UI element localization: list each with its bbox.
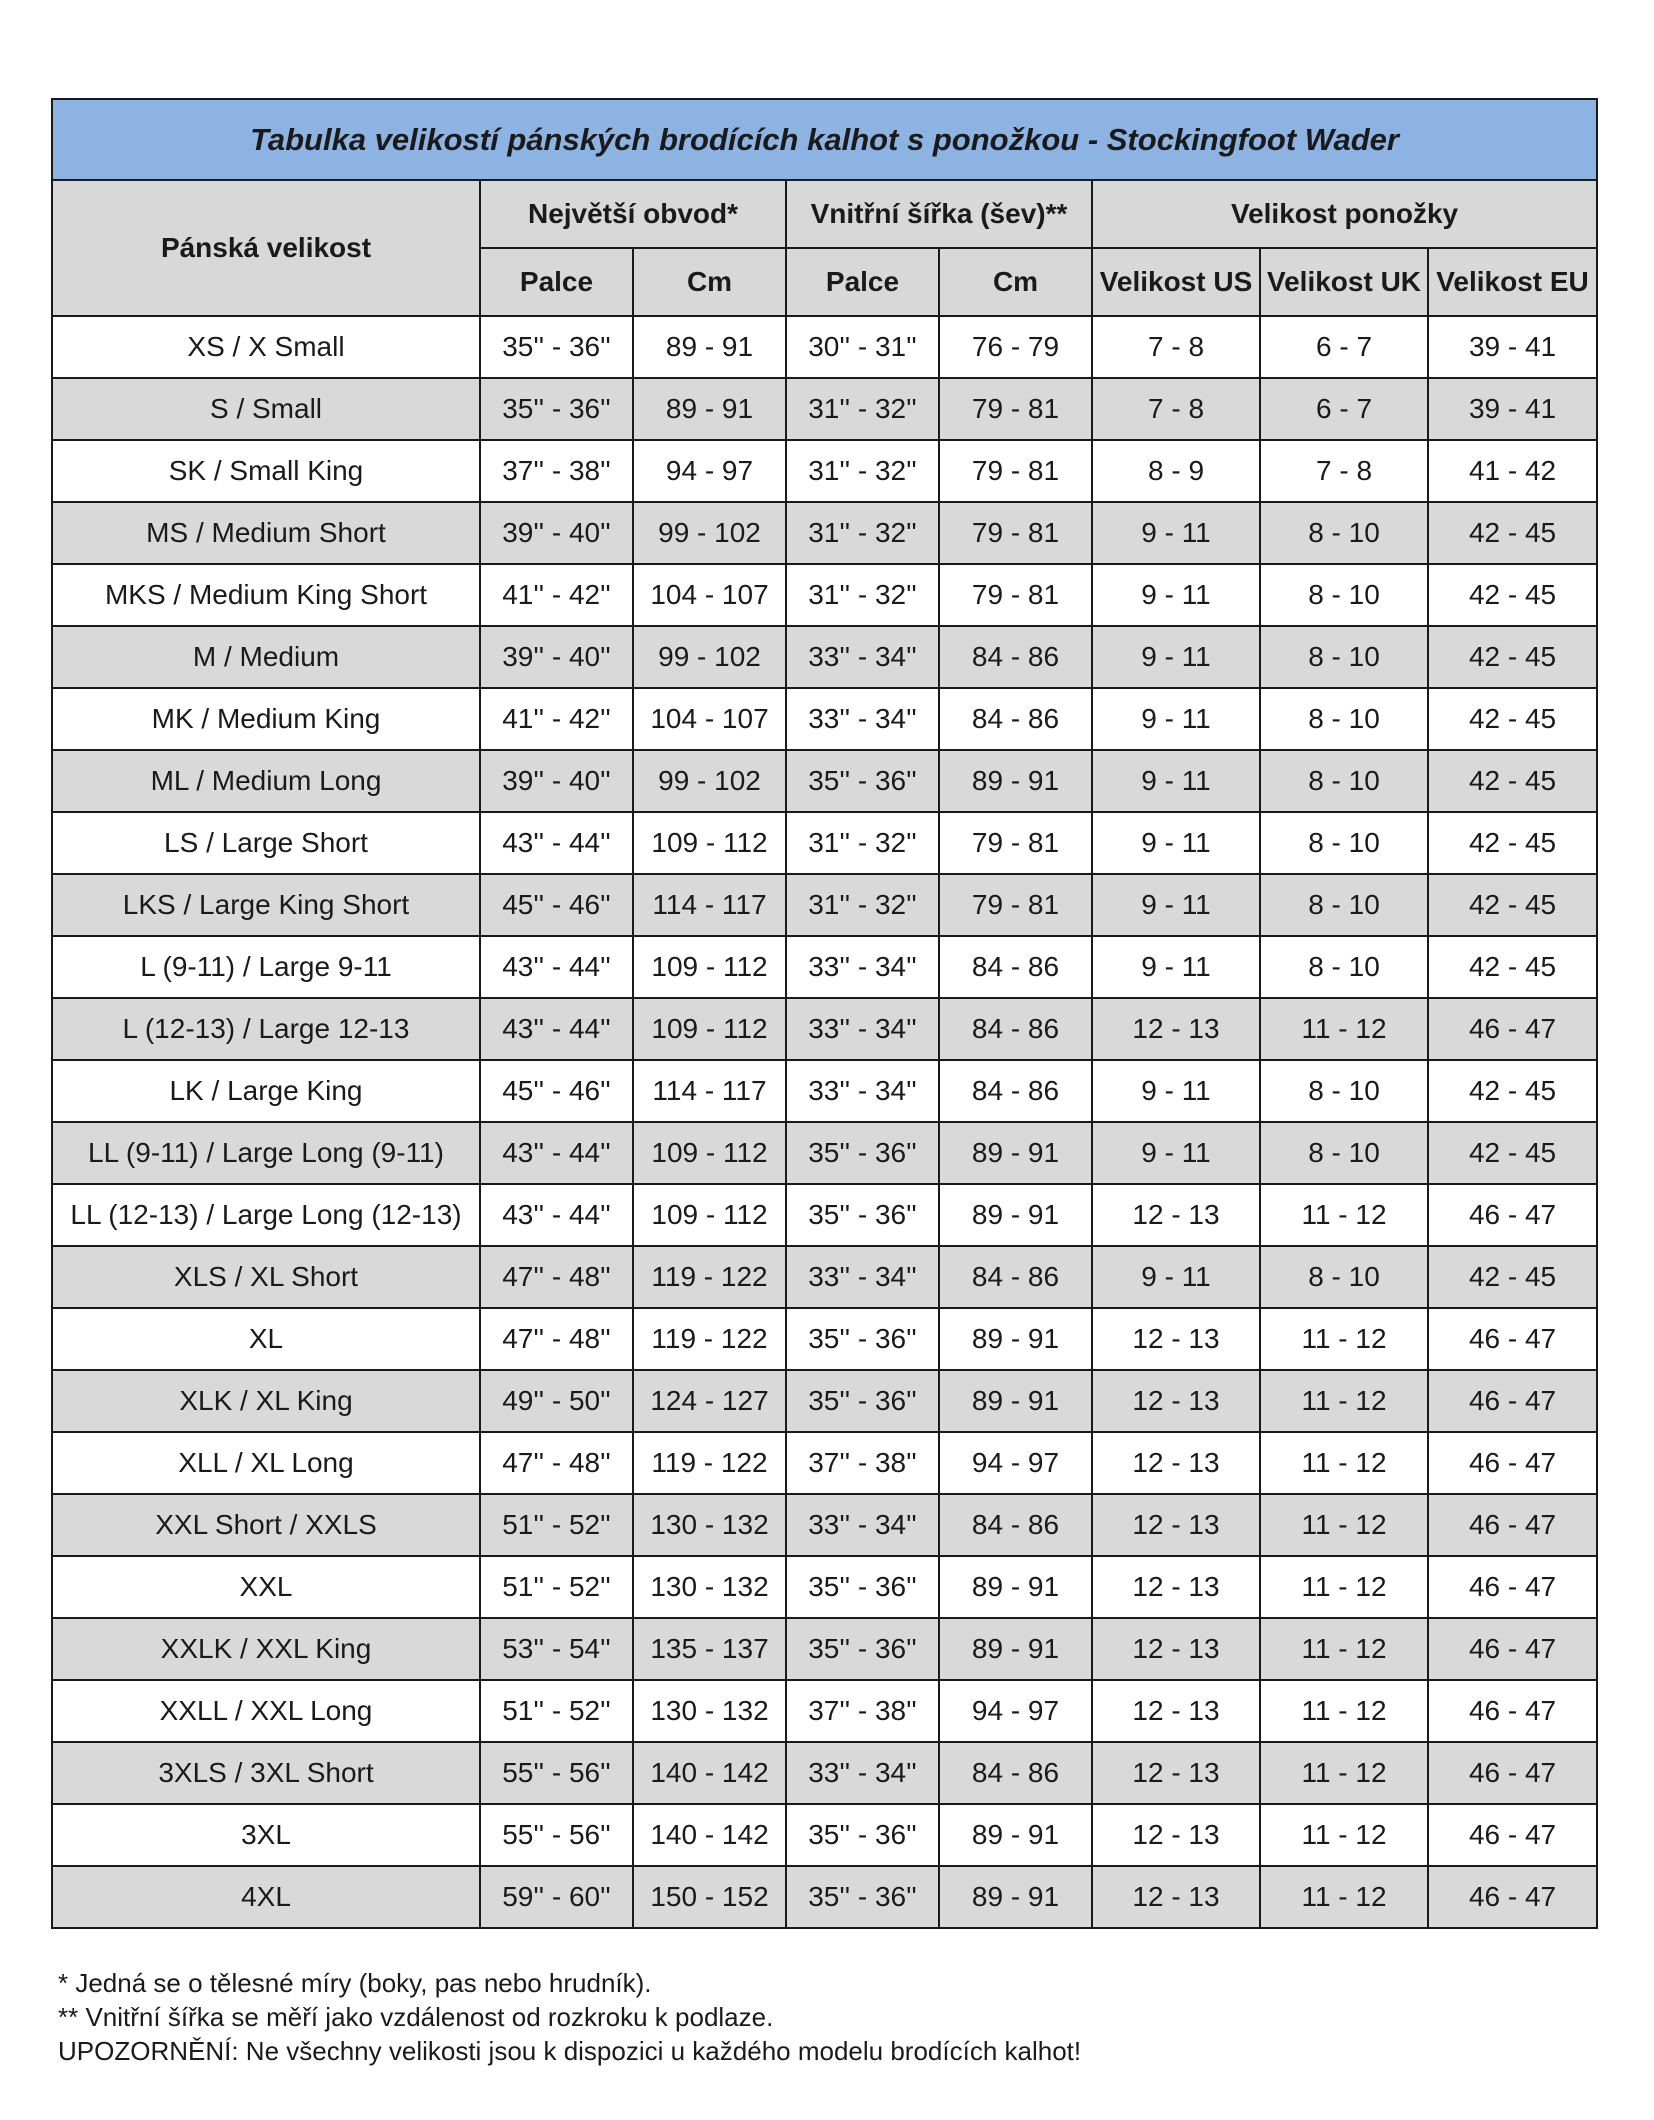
cell-sock-eu: 42 - 45 <box>1428 1246 1597 1308</box>
table-row <box>52 688 1597 750</box>
cell-inseam-inch: 31'' - 32'' <box>786 564 939 626</box>
cell-sock-uk: 11 - 12 <box>1260 1494 1428 1556</box>
cell-sock-uk: 6 - 7 <box>1260 316 1428 378</box>
cell-size: XXLK / XXL King <box>52 1618 480 1680</box>
cell-girth-inch: 45'' - 46'' <box>480 874 633 936</box>
cell-sock-eu: 46 - 47 <box>1428 1308 1597 1370</box>
cell-girth-cm: 109 - 112 <box>633 936 786 998</box>
cell-sock-eu: 42 - 45 <box>1428 1060 1597 1122</box>
cell-girth-cm: 104 - 107 <box>633 564 786 626</box>
cell-girth-inch: 35'' - 36'' <box>480 316 633 378</box>
cell-sock-us: 12 - 13 <box>1092 1866 1260 1928</box>
cell-inseam-cm: 89 - 91 <box>939 1184 1092 1246</box>
cell-sock-us: 9 - 11 <box>1092 812 1260 874</box>
cell-inseam-cm: 79 - 81 <box>939 564 1092 626</box>
cell-sock-us: 12 - 13 <box>1092 1184 1260 1246</box>
cell-sock-uk: 8 - 10 <box>1260 812 1428 874</box>
cell-inseam-inch: 35'' - 36'' <box>786 1556 939 1618</box>
header-sock-eu: Velikost EU <box>1428 248 1597 316</box>
cell-inseam-cm: 84 - 86 <box>939 1742 1092 1804</box>
cell-inseam-cm: 79 - 81 <box>939 812 1092 874</box>
cell-inseam-inch: 33'' - 34'' <box>786 998 939 1060</box>
cell-sock-us: 12 - 13 <box>1092 1618 1260 1680</box>
header-sock-group: Velikost ponožky <box>1092 180 1597 248</box>
cell-size: XLK / XL King <box>52 1370 480 1432</box>
table-row <box>52 1370 1597 1432</box>
table-row <box>52 750 1597 812</box>
cell-inseam-inch: 37'' - 38'' <box>786 1680 939 1742</box>
cell-sock-eu: 46 - 47 <box>1428 998 1597 1060</box>
cell-sock-uk: 11 - 12 <box>1260 1804 1428 1866</box>
table-row <box>52 316 1597 378</box>
cell-girth-inch: 43'' - 44'' <box>480 1184 633 1246</box>
cell-girth-inch: 43'' - 44'' <box>480 936 633 998</box>
cell-girth-inch: 53'' - 54'' <box>480 1618 633 1680</box>
cell-sock-eu: 42 - 45 <box>1428 626 1597 688</box>
cell-girth-cm: 124 - 127 <box>633 1370 786 1432</box>
cell-sock-uk: 8 - 10 <box>1260 626 1428 688</box>
table-row <box>52 998 1597 1060</box>
cell-girth-inch: 41'' - 42'' <box>480 688 633 750</box>
cell-girth-cm: 89 - 91 <box>633 378 786 440</box>
cell-sock-uk: 8 - 10 <box>1260 688 1428 750</box>
cell-sock-eu: 46 - 47 <box>1428 1556 1597 1618</box>
cell-inseam-inch: 37'' - 38'' <box>786 1432 939 1494</box>
cell-girth-cm: 99 - 102 <box>633 626 786 688</box>
cell-sock-uk: 8 - 10 <box>1260 936 1428 998</box>
cell-girth-inch: 39'' - 40'' <box>480 626 633 688</box>
cell-inseam-cm: 94 - 97 <box>939 1432 1092 1494</box>
cell-inseam-cm: 84 - 86 <box>939 1246 1092 1308</box>
cell-size: XXL Short / XXLS <box>52 1494 480 1556</box>
cell-sock-eu: 42 - 45 <box>1428 688 1597 750</box>
cell-sock-eu: 46 - 47 <box>1428 1680 1597 1742</box>
size-chart-table <box>51 98 1598 1929</box>
cell-size: XS / X Small <box>52 316 480 378</box>
cell-girth-cm: 119 - 122 <box>633 1432 786 1494</box>
cell-sock-eu: 46 - 47 <box>1428 1494 1597 1556</box>
cell-girth-cm: 130 - 132 <box>633 1680 786 1742</box>
cell-sock-eu: 42 - 45 <box>1428 936 1597 998</box>
cell-inseam-inch: 35'' - 36'' <box>786 1122 939 1184</box>
cell-size: LK / Large King <box>52 1060 480 1122</box>
cell-girth-cm: 130 - 132 <box>633 1556 786 1618</box>
cell-girth-inch: 47'' - 48'' <box>480 1246 633 1308</box>
cell-sock-us: 9 - 11 <box>1092 1060 1260 1122</box>
cell-inseam-inch: 35'' - 36'' <box>786 1370 939 1432</box>
cell-girth-cm: 99 - 102 <box>633 502 786 564</box>
cell-inseam-cm: 84 - 86 <box>939 936 1092 998</box>
cell-inseam-inch: 33'' - 34'' <box>786 1060 939 1122</box>
table-title: Tabulka velikostí pánských brodících kalhot s ponožkou - Stockingfoot Wader <box>52 99 1597 180</box>
cell-girth-cm: 99 - 102 <box>633 750 786 812</box>
footnote-inseam: ** Vnitřní šířka se měří jako vzdálenost od rozkroku k podlaze. <box>58 2002 774 2032</box>
table-row <box>52 1618 1597 1680</box>
cell-sock-us: 12 - 13 <box>1092 1432 1260 1494</box>
cell-girth-inch: 37'' - 38'' <box>480 440 633 502</box>
cell-inseam-inch: 31'' - 32'' <box>786 812 939 874</box>
cell-inseam-cm: 89 - 91 <box>939 750 1092 812</box>
cell-sock-us: 9 - 11 <box>1092 502 1260 564</box>
cell-inseam-cm: 89 - 91 <box>939 1122 1092 1184</box>
cell-sock-eu: 46 - 47 <box>1428 1184 1597 1246</box>
cell-inseam-inch: 35'' - 36'' <box>786 1308 939 1370</box>
cell-size: XXLL / XXL Long <box>52 1680 480 1742</box>
cell-girth-cm: 109 - 112 <box>633 1122 786 1184</box>
cell-inseam-cm: 79 - 81 <box>939 874 1092 936</box>
table-row <box>52 1742 1597 1804</box>
cell-sock-uk: 8 - 10 <box>1260 874 1428 936</box>
cell-sock-eu: 42 - 45 <box>1428 564 1597 626</box>
footnotes <box>58 1966 1081 2068</box>
table-row <box>52 1184 1597 1246</box>
cell-sock-us: 9 - 11 <box>1092 874 1260 936</box>
footnote-warning: UPOZORNĚNÍ: Ne všechny velikosti jsou k dispozici u každého modelu brodících kalhot! <box>58 2036 1082 2066</box>
cell-sock-uk: 11 - 12 <box>1260 1742 1428 1804</box>
cell-sock-us: 12 - 13 <box>1092 1804 1260 1866</box>
cell-girth-inch: 51'' - 52'' <box>480 1556 633 1618</box>
cell-sock-us: 7 - 8 <box>1092 378 1260 440</box>
cell-inseam-inch: 31'' - 32'' <box>786 440 939 502</box>
cell-girth-inch: 49'' - 50'' <box>480 1370 633 1432</box>
cell-girth-inch: 59'' - 60'' <box>480 1866 633 1928</box>
cell-sock-eu: 46 - 47 <box>1428 1432 1597 1494</box>
cell-size: XLL / XL Long <box>52 1432 480 1494</box>
cell-size: LL (12-13) / Large Long (12-13) <box>52 1184 480 1246</box>
cell-girth-inch: 51'' - 52'' <box>480 1494 633 1556</box>
cell-size: XL <box>52 1308 480 1370</box>
header-girth-inch: Palce <box>480 248 633 316</box>
cell-inseam-inch: 31'' - 32'' <box>786 502 939 564</box>
cell-size: L (12-13) / Large 12-13 <box>52 998 480 1060</box>
cell-girth-cm: 150 - 152 <box>633 1866 786 1928</box>
cell-sock-uk: 11 - 12 <box>1260 1680 1428 1742</box>
table-row <box>52 502 1597 564</box>
cell-sock-uk: 11 - 12 <box>1260 1618 1428 1680</box>
cell-girth-inch: 47'' - 48'' <box>480 1432 633 1494</box>
cell-inseam-inch: 35'' - 36'' <box>786 1184 939 1246</box>
cell-girth-inch: 43'' - 44'' <box>480 812 633 874</box>
cell-sock-eu: 42 - 45 <box>1428 812 1597 874</box>
cell-inseam-cm: 84 - 86 <box>939 1060 1092 1122</box>
cell-sock-uk: 11 - 12 <box>1260 1556 1428 1618</box>
table-row <box>52 1060 1597 1122</box>
header-inseam-group: Vnitřní šířka (šev)** <box>786 180 1092 248</box>
cell-sock-us: 9 - 11 <box>1092 936 1260 998</box>
cell-sock-eu: 46 - 47 <box>1428 1370 1597 1432</box>
footnote-body-measure: * Jedná se o tělesné míry (boky, pas nebo hrudník). <box>58 1968 652 1998</box>
cell-sock-eu: 42 - 45 <box>1428 874 1597 936</box>
cell-sock-us: 9 - 11 <box>1092 564 1260 626</box>
table-body <box>52 316 1597 1928</box>
cell-sock-eu: 46 - 47 <box>1428 1742 1597 1804</box>
cell-size: S / Small <box>52 378 480 440</box>
header-sock-uk: Velikost UK <box>1260 248 1428 316</box>
table-row <box>52 1494 1597 1556</box>
cell-girth-cm: 140 - 142 <box>633 1804 786 1866</box>
cell-sock-us: 9 - 11 <box>1092 1122 1260 1184</box>
cell-inseam-cm: 89 - 91 <box>939 1866 1092 1928</box>
cell-inseam-inch: 33'' - 34'' <box>786 936 939 998</box>
cell-sock-us: 8 - 9 <box>1092 440 1260 502</box>
cell-sock-uk: 8 - 10 <box>1260 750 1428 812</box>
cell-sock-uk: 8 - 10 <box>1260 1122 1428 1184</box>
cell-sock-us: 12 - 13 <box>1092 1680 1260 1742</box>
cell-sock-us: 12 - 13 <box>1092 998 1260 1060</box>
cell-girth-cm: 104 - 107 <box>633 688 786 750</box>
cell-inseam-inch: 35'' - 36'' <box>786 750 939 812</box>
table-row <box>52 1556 1597 1618</box>
cell-size: MKS / Medium King Short <box>52 564 480 626</box>
cell-inseam-inch: 35'' - 36'' <box>786 1866 939 1928</box>
cell-inseam-cm: 79 - 81 <box>939 440 1092 502</box>
table-row <box>52 626 1597 688</box>
cell-size: M / Medium <box>52 626 480 688</box>
cell-inseam-inch: 33'' - 34'' <box>786 1494 939 1556</box>
cell-girth-inch: 43'' - 44'' <box>480 998 633 1060</box>
table-row <box>52 1866 1597 1928</box>
table-row <box>52 440 1597 502</box>
table-row <box>52 1308 1597 1370</box>
cell-sock-eu: 42 - 45 <box>1428 1122 1597 1184</box>
cell-girth-cm: 89 - 91 <box>633 316 786 378</box>
cell-sock-eu: 46 - 47 <box>1428 1618 1597 1680</box>
cell-inseam-cm: 84 - 86 <box>939 998 1092 1060</box>
cell-girth-inch: 55'' - 56'' <box>480 1742 633 1804</box>
cell-sock-uk: 8 - 10 <box>1260 502 1428 564</box>
cell-inseam-inch: 33'' - 34'' <box>786 688 939 750</box>
cell-inseam-cm: 94 - 97 <box>939 1680 1092 1742</box>
cell-sock-uk: 6 - 7 <box>1260 378 1428 440</box>
cell-inseam-inch: 31'' - 32'' <box>786 874 939 936</box>
cell-size: ML / Medium Long <box>52 750 480 812</box>
cell-sock-uk: 11 - 12 <box>1260 1370 1428 1432</box>
cell-girth-inch: 51'' - 52'' <box>480 1680 633 1742</box>
cell-girth-inch: 35'' - 36'' <box>480 378 633 440</box>
cell-sock-us: 9 - 11 <box>1092 750 1260 812</box>
cell-size: LKS / Large King Short <box>52 874 480 936</box>
cell-girth-inch: 43'' - 44'' <box>480 1122 633 1184</box>
cell-inseam-cm: 89 - 91 <box>939 1370 1092 1432</box>
cell-sock-uk: 11 - 12 <box>1260 1184 1428 1246</box>
cell-girth-cm: 109 - 112 <box>633 1184 786 1246</box>
cell-girth-cm: 140 - 142 <box>633 1742 786 1804</box>
cell-girth-cm: 135 - 137 <box>633 1618 786 1680</box>
cell-girth-cm: 130 - 132 <box>633 1494 786 1556</box>
cell-sock-us: 9 - 11 <box>1092 688 1260 750</box>
cell-inseam-cm: 89 - 91 <box>939 1308 1092 1370</box>
header-girth-group: Největší obvod* <box>480 180 786 248</box>
cell-size: SK / Small King <box>52 440 480 502</box>
cell-inseam-cm: 84 - 86 <box>939 688 1092 750</box>
header-inseam-inch: Palce <box>786 248 939 316</box>
cell-size: 3XLS / 3XL Short <box>52 1742 480 1804</box>
cell-girth-cm: 109 - 112 <box>633 812 786 874</box>
cell-sock-eu: 39 - 41 <box>1428 316 1597 378</box>
cell-sock-uk: 11 - 12 <box>1260 1308 1428 1370</box>
cell-inseam-inch: 30'' - 31'' <box>786 316 939 378</box>
cell-girth-cm: 119 - 122 <box>633 1308 786 1370</box>
table-row <box>52 378 1597 440</box>
cell-sock-uk: 11 - 12 <box>1260 1866 1428 1928</box>
table-row <box>52 1122 1597 1184</box>
cell-size: MS / Medium Short <box>52 502 480 564</box>
cell-sock-uk: 11 - 12 <box>1260 1432 1428 1494</box>
cell-inseam-inch: 33'' - 34'' <box>786 626 939 688</box>
cell-girth-cm: 119 - 122 <box>633 1246 786 1308</box>
cell-inseam-cm: 89 - 91 <box>939 1556 1092 1618</box>
cell-size: L (9-11) / Large 9-11 <box>52 936 480 998</box>
cell-sock-us: 7 - 8 <box>1092 316 1260 378</box>
cell-size: LL (9-11) / Large Long (9-11) <box>52 1122 480 1184</box>
table-row <box>52 1432 1597 1494</box>
cell-inseam-inch: 35'' - 36'' <box>786 1804 939 1866</box>
cell-sock-eu: 46 - 47 <box>1428 1804 1597 1866</box>
cell-sock-uk: 8 - 10 <box>1260 1246 1428 1308</box>
cell-inseam-inch: 33'' - 34'' <box>786 1742 939 1804</box>
cell-sock-eu: 42 - 45 <box>1428 502 1597 564</box>
cell-inseam-cm: 84 - 86 <box>939 1494 1092 1556</box>
cell-size: XLS / XL Short <box>52 1246 480 1308</box>
table-row <box>52 1246 1597 1308</box>
cell-sock-eu: 41 - 42 <box>1428 440 1597 502</box>
cell-sock-uk: 7 - 8 <box>1260 440 1428 502</box>
cell-inseam-cm: 89 - 91 <box>939 1804 1092 1866</box>
table-row <box>52 1680 1597 1742</box>
cell-girth-cm: 94 - 97 <box>633 440 786 502</box>
cell-inseam-inch: 35'' - 36'' <box>786 1618 939 1680</box>
table-row <box>52 936 1597 998</box>
cell-inseam-cm: 76 - 79 <box>939 316 1092 378</box>
cell-sock-eu: 46 - 47 <box>1428 1866 1597 1928</box>
cell-sock-eu: 42 - 45 <box>1428 750 1597 812</box>
header-size: Pánská velikost <box>52 180 480 316</box>
header-girth-cm: Cm <box>633 248 786 316</box>
cell-inseam-cm: 79 - 81 <box>939 502 1092 564</box>
table-row <box>52 1804 1597 1866</box>
cell-girth-inch: 39'' - 40'' <box>480 502 633 564</box>
table-row <box>52 874 1597 936</box>
cell-girth-inch: 39'' - 40'' <box>480 750 633 812</box>
cell-girth-inch: 45'' - 46'' <box>480 1060 633 1122</box>
table-row <box>52 564 1597 626</box>
cell-girth-inch: 41'' - 42'' <box>480 564 633 626</box>
cell-size: 3XL <box>52 1804 480 1866</box>
cell-size: XXL <box>52 1556 480 1618</box>
cell-sock-us: 12 - 13 <box>1092 1308 1260 1370</box>
cell-inseam-inch: 33'' - 34'' <box>786 1246 939 1308</box>
header-sock-us: Velikost US <box>1092 248 1260 316</box>
cell-inseam-cm: 89 - 91 <box>939 1618 1092 1680</box>
cell-girth-inch: 55'' - 56'' <box>480 1804 633 1866</box>
cell-sock-uk: 8 - 10 <box>1260 1060 1428 1122</box>
cell-sock-us: 12 - 13 <box>1092 1556 1260 1618</box>
cell-size: LS / Large Short <box>52 812 480 874</box>
cell-sock-eu: 39 - 41 <box>1428 378 1597 440</box>
cell-inseam-inch: 31'' - 32'' <box>786 378 939 440</box>
cell-sock-uk: 8 - 10 <box>1260 564 1428 626</box>
cell-size: 4XL <box>52 1866 480 1928</box>
cell-size: MK / Medium King <box>52 688 480 750</box>
cell-girth-cm: 114 - 117 <box>633 874 786 936</box>
cell-sock-us: 12 - 13 <box>1092 1494 1260 1556</box>
cell-sock-us: 9 - 11 <box>1092 1246 1260 1308</box>
cell-sock-us: 12 - 13 <box>1092 1370 1260 1432</box>
cell-girth-cm: 114 - 117 <box>633 1060 786 1122</box>
table-row <box>52 812 1597 874</box>
cell-sock-us: 9 - 11 <box>1092 626 1260 688</box>
cell-sock-uk: 11 - 12 <box>1260 998 1428 1060</box>
cell-girth-cm: 109 - 112 <box>633 998 786 1060</box>
cell-inseam-cm: 84 - 86 <box>939 626 1092 688</box>
cell-sock-us: 12 - 13 <box>1092 1742 1260 1804</box>
header-inseam-cm: Cm <box>939 248 1092 316</box>
cell-inseam-cm: 79 - 81 <box>939 378 1092 440</box>
cell-girth-inch: 47'' - 48'' <box>480 1308 633 1370</box>
